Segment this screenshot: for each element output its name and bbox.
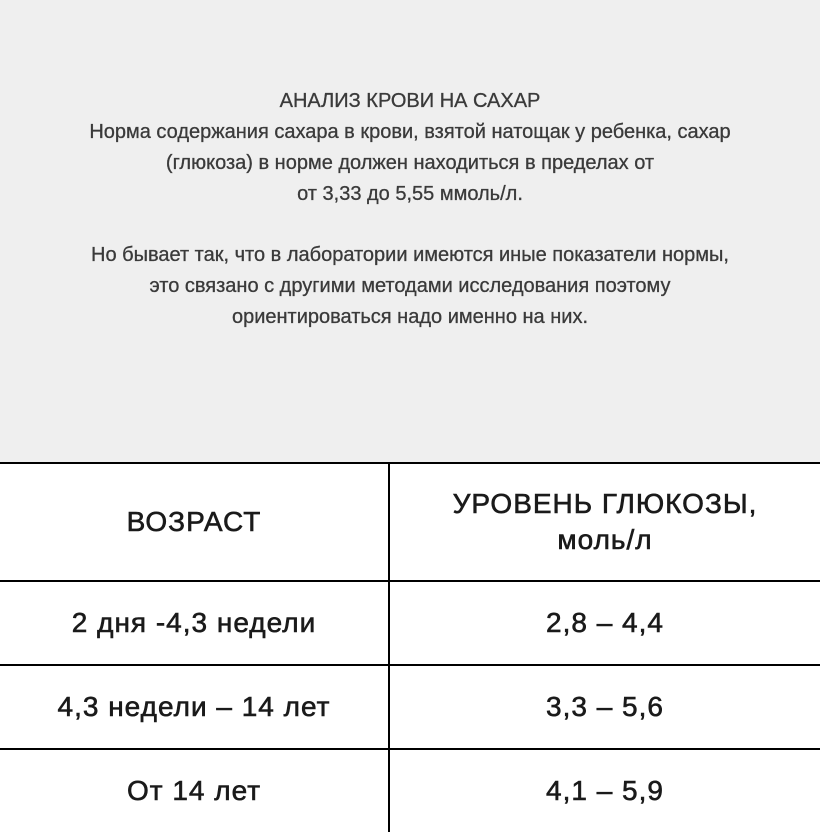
- header-age: ВОЗРАСТ: [0, 463, 389, 581]
- intro-p1-line: от 3,33 до 5,55 ммоль/л.: [297, 183, 523, 205]
- row-level: 4,1 – 5,9: [389, 749, 820, 832]
- intro-paragraph-2: [0, 240, 820, 333]
- row-level: 3,3 – 5,6: [389, 665, 820, 749]
- intro-title: [0, 86, 820, 117]
- intro-p2-line: это связано с другими методами исследования поэтому: [149, 275, 671, 297]
- table-row: [0, 665, 820, 749]
- header-level: [389, 463, 820, 581]
- row-age: 2 дня -4,3 недели: [0, 581, 389, 665]
- intro-paragraph-1: [0, 117, 820, 210]
- glucose-norms-table: [0, 462, 820, 832]
- intro-p1-line: Норма содержания сахара в крови, взятой натощак у ребенка, сахар: [89, 121, 731, 143]
- header-level-line2: моль/л: [557, 524, 653, 555]
- row-age: От 14 лет: [0, 749, 389, 832]
- intro-p2-line: ориентироваться надо именно на них.: [231, 306, 589, 328]
- row-age: 4,3 недели – 14 лет: [0, 665, 389, 749]
- intro-p1-line: (глюкоза) в норме должен находиться в пределах от: [165, 152, 655, 174]
- table-row: [0, 581, 820, 665]
- row-level: 2,8 – 4,4: [389, 581, 820, 665]
- header-level-line1: УРОВЕНЬ ГЛЮКОЗЫ,: [452, 488, 758, 519]
- table-row: [0, 749, 820, 832]
- table-header-row: [0, 463, 820, 581]
- intro-title-text: АНАЛИЗ КРОВИ НА САХАР: [279, 90, 541, 112]
- intro-p2-line: Но бывает так, что в лаборатории имеются иные показатели нормы,: [91, 244, 729, 266]
